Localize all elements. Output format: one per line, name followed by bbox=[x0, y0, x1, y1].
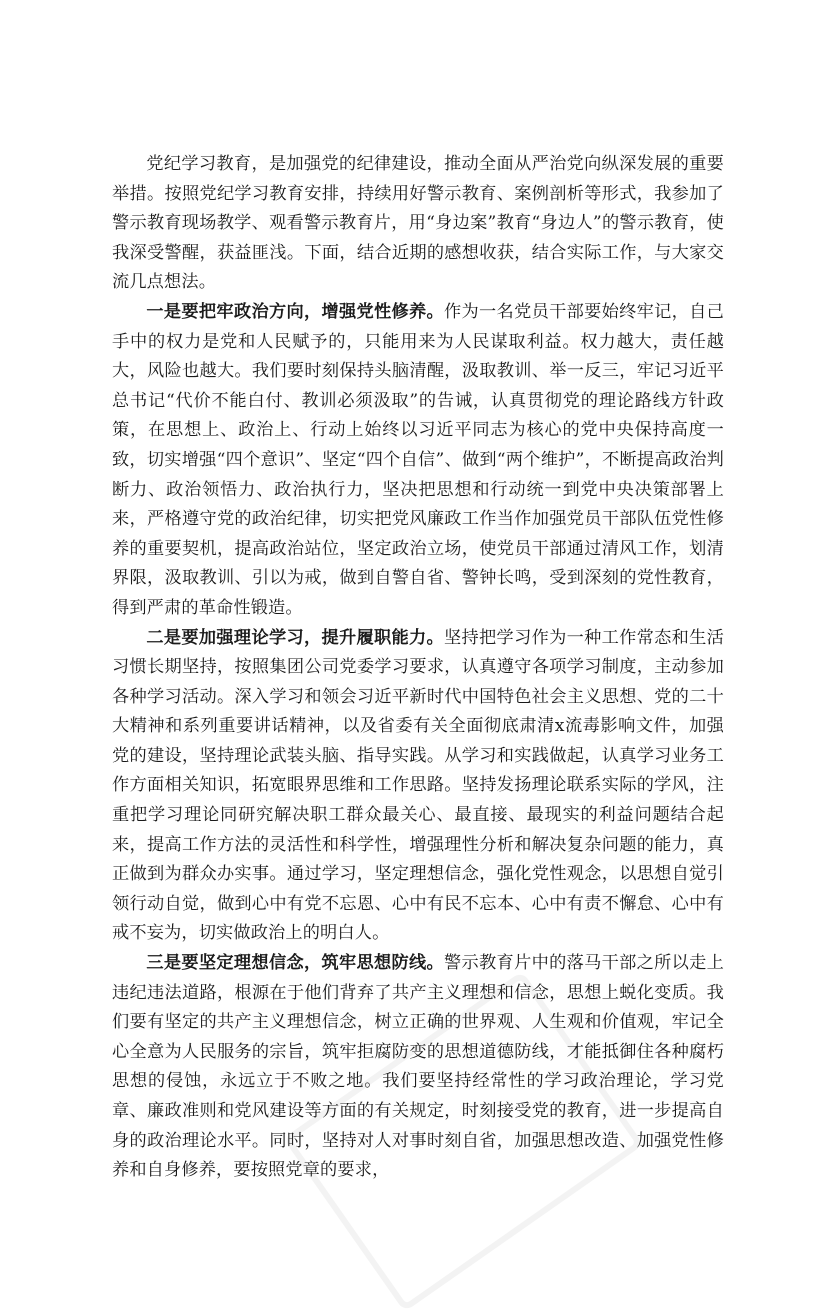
paragraph-text: 警示教育片中的落马干部之所以走上违纪违法道路，根源在于他们背弃了共产主义理想和信念，思想上蜕化变质。我们要有坚定的共产主义理想信念，树立正确的世界观、人生观和价值观，牢记全心全意为人民服务的宗旨，筑牢拒腐防变的思想道德防线，才能抵御住各种腐朽思想的侵蚀，永远立于不败之地。我们要坚持经常性的学习政治理论，学习党章、廉政准则和党风建设等方面的有关规定，时刻接受党的教育，进一步提高自身的政治理论水平。同时，坚持对人对事时刻自省，加强思想改造、加强党性修养和自身修养，要按照党章的要求， bbox=[112, 953, 724, 1181]
paragraph-text: 坚持把学习作为一种工作常态和生活习惯长期坚持，按照集团公司党委学习要求，认真遵守各项学习制度，主动参加各种学习活动。深入学习和领会习近平新时代中国特色社会主义思想、党的二十大精神和系列重要讲话精神，以及省委有关全面彻底肃清x流毒影响文件，加强党的建设，坚持理论武装头脑、指导实践。从学习和实践做起，认真学习业务工作方面相关知识，拓宽眼界思维和工作思路。坚持发扬理论联系实际的学风，注重把学习理论同研究解决职工群众最关心、最直接、最现实的利益问题结合起来，提高工作方法的灵活性和科学性，增强理性分析和解决复杂问题的能力，真正做到为群众办实事。通过学习，坚定理想信念，强化党性观念，以思想自觉引领行动自觉，做到心中有党不忘恩、心中有民不忘本、心中有责不懈怠、心中有戒不妄为，切实做政治上的明白人。 bbox=[112, 627, 724, 944]
paragraph-point-2 bbox=[112, 624, 724, 950]
paragraph-point-3 bbox=[112, 949, 724, 1186]
paragraph-lead: 三是要坚定理想信念，筑牢思想防线。 bbox=[146, 953, 445, 974]
paragraph-intro bbox=[112, 150, 724, 298]
paragraph-text: 作为一名党员干部要始终牢记，自己手中的权力是党和人民赋予的，只能用来为人民谋取利益。权力越大，责任越大，风险也越大。我们要时刻保持头脑清醒，汲取教训、举一反三，牢记习近平总书记“代价不能白付、教训必须汲取”的告诫，认真贯彻党的理论路线方针政策，在思想上、政治上、行动上始终以习近平同志为核心的党中央保持高度一致，切实增强“四个意识”、坚定“四个自信”、做到“两个维护”，不断提高政治判断力、政治领悟力、政治执行力，坚决把思想和行动统一到党中央决策部署上来，严格遵守党的政治纪律，切实把党风廉政工作当作加强党员干部队伍党性修养的重要契机，提高政治站位，坚定政治立场，使党员干部通过清风工作，划清界限，汲取教训、引以为戒，做到自警自省、警钟长鸣，受到深刻的党性教育，得到严肃的革命性锻造。 bbox=[112, 301, 724, 618]
document-body bbox=[112, 150, 724, 1186]
paragraph-lead: 一是要把牢政治方向，增强党性修养。 bbox=[146, 301, 445, 322]
paragraph-point-1 bbox=[112, 298, 724, 624]
paragraph-text: 党纪学习教育，是加强党的纪律建设，推动全面从严治党向纵深发展的重要举措。按照党纪学习教育安排，持续用好警示教育、案例剖析等形式，我参加了警示教育现场教学、观看警示教育片，用“身边案”教育“身边人”的警示教育，使我深受警醒，获益匪浅。下面，结合近期的感想收获，结合实际工作，与大家交流几点想法。 bbox=[112, 154, 724, 293]
paragraph-lead: 二是要加强理论学习，提升履职能力。 bbox=[146, 627, 445, 648]
